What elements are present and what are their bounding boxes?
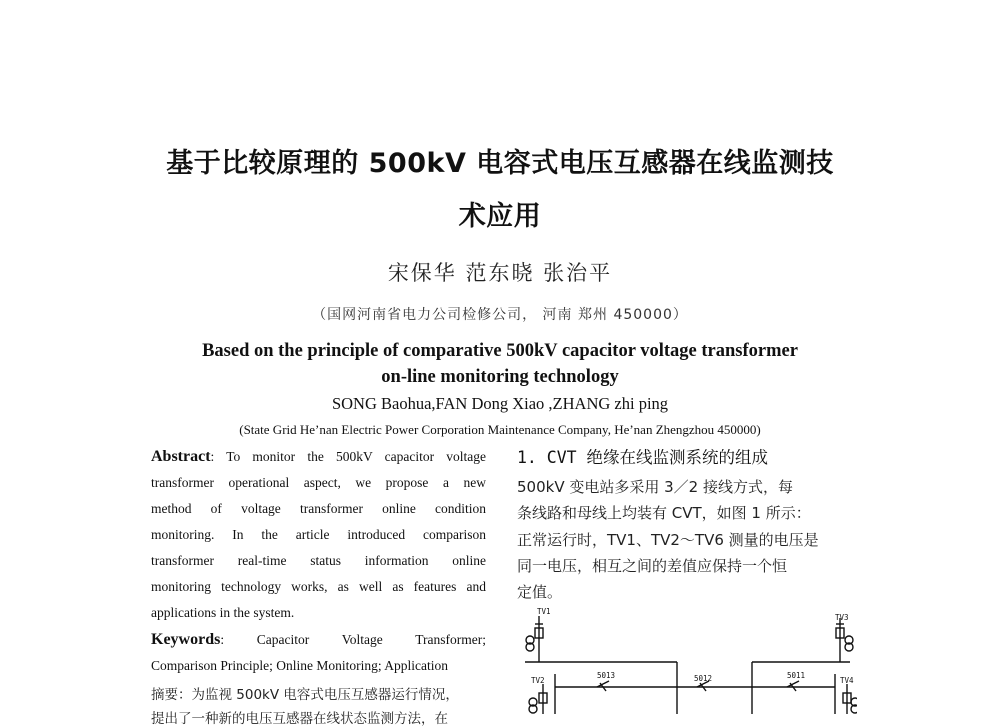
cn-abstract-line1: 摘要：为监视 500kV 电容式电压互感器运行情况， — [151, 687, 459, 703]
label-tv2: TV2 — [531, 676, 545, 685]
tv1-symbol — [526, 616, 543, 662]
abstract-line — [151, 444, 486, 470]
cn-affiliation: （国网河南省电力公司检修公司， 河南 郑州 450000） — [312, 307, 688, 323]
section-line5: 定值。 — [517, 583, 563, 601]
abstract-line3: method of voltage transformer online condition — [151, 501, 486, 516]
cn-authors: 宋保华 范东晓 张治平 — [387, 261, 613, 285]
figure-1-diagram — [517, 604, 857, 714]
en-affiliation: (State Grid He’nan Electric Power Corporation Maintenance Company, He’nan Zhengzhou 450000) — [239, 422, 761, 437]
en-authors: SONG Baohua,FAN Dong Xiao ,ZHANG zhi ping — [331, 394, 669, 413]
tv4-symbol — [843, 684, 857, 714]
abstract-label: Abstract — [151, 448, 211, 465]
label-tv4: TV4 — [840, 676, 854, 685]
label-5013: 5013 — [597, 671, 616, 680]
abstract-line6: monitoring technology works, as well as features and — [151, 579, 486, 594]
keywords-line2: Comparison Principle; Online Monitoring; Application — [151, 658, 448, 673]
abstract-line5: transformer real-time status information online — [151, 553, 486, 568]
cn-title-line1: 基于比较原理的 500kV 电容式电压互感器在线监测技 — [166, 148, 834, 179]
section-line3: 正常运行时，TV1、TV2～TV6 测量的电压是 — [517, 531, 819, 549]
cn-abstract-line2: 提出了一种新的电压互感器在线状态监测方法，在 — [151, 711, 448, 727]
section-line2: 条线路和母线上均装有 CVT，如图 1 所示： — [517, 504, 811, 522]
label-tv1: TV1 — [537, 607, 551, 616]
breaker-5013-symbol — [597, 681, 609, 691]
section-line4: 同一电压，相互之间的差值应保持一个恒 — [517, 557, 788, 575]
breaker-5011-symbol — [787, 681, 799, 691]
label-tv3: TV3 — [835, 613, 849, 622]
label-5011: 5011 — [787, 671, 806, 680]
section-heading: 1. CVT 绝缘在线监测系统的组成 — [517, 448, 769, 467]
abstract-line1: : To monitor the 500kV capacitor voltage — [210, 449, 486, 464]
tv3-symbol — [836, 618, 853, 662]
keywords-line — [151, 627, 486, 653]
en-title-line2: on-line monitoring technology — [381, 367, 619, 387]
keywords-label: Keywords — [151, 631, 221, 648]
en-title-line1: Based on the principle of comparative 500kV capacitor voltage transformer — [202, 341, 798, 361]
abstract-line4: monitoring. In the article introduced comparison — [151, 527, 486, 542]
abstract-line2: transformer operational aspect, we propose a new — [151, 475, 486, 490]
keywords-line1: : Capacitor Voltage Transformer; — [220, 632, 486, 647]
tv2-symbol — [529, 684, 547, 714]
label-5012: 5012 — [694, 674, 713, 683]
abstract-line7: applications in the system. — [151, 605, 295, 620]
cn-title-line2: 术应用 — [458, 201, 542, 232]
section-line1: 500kV 变电站多采用 3／2 接线方式，每 — [517, 478, 793, 496]
